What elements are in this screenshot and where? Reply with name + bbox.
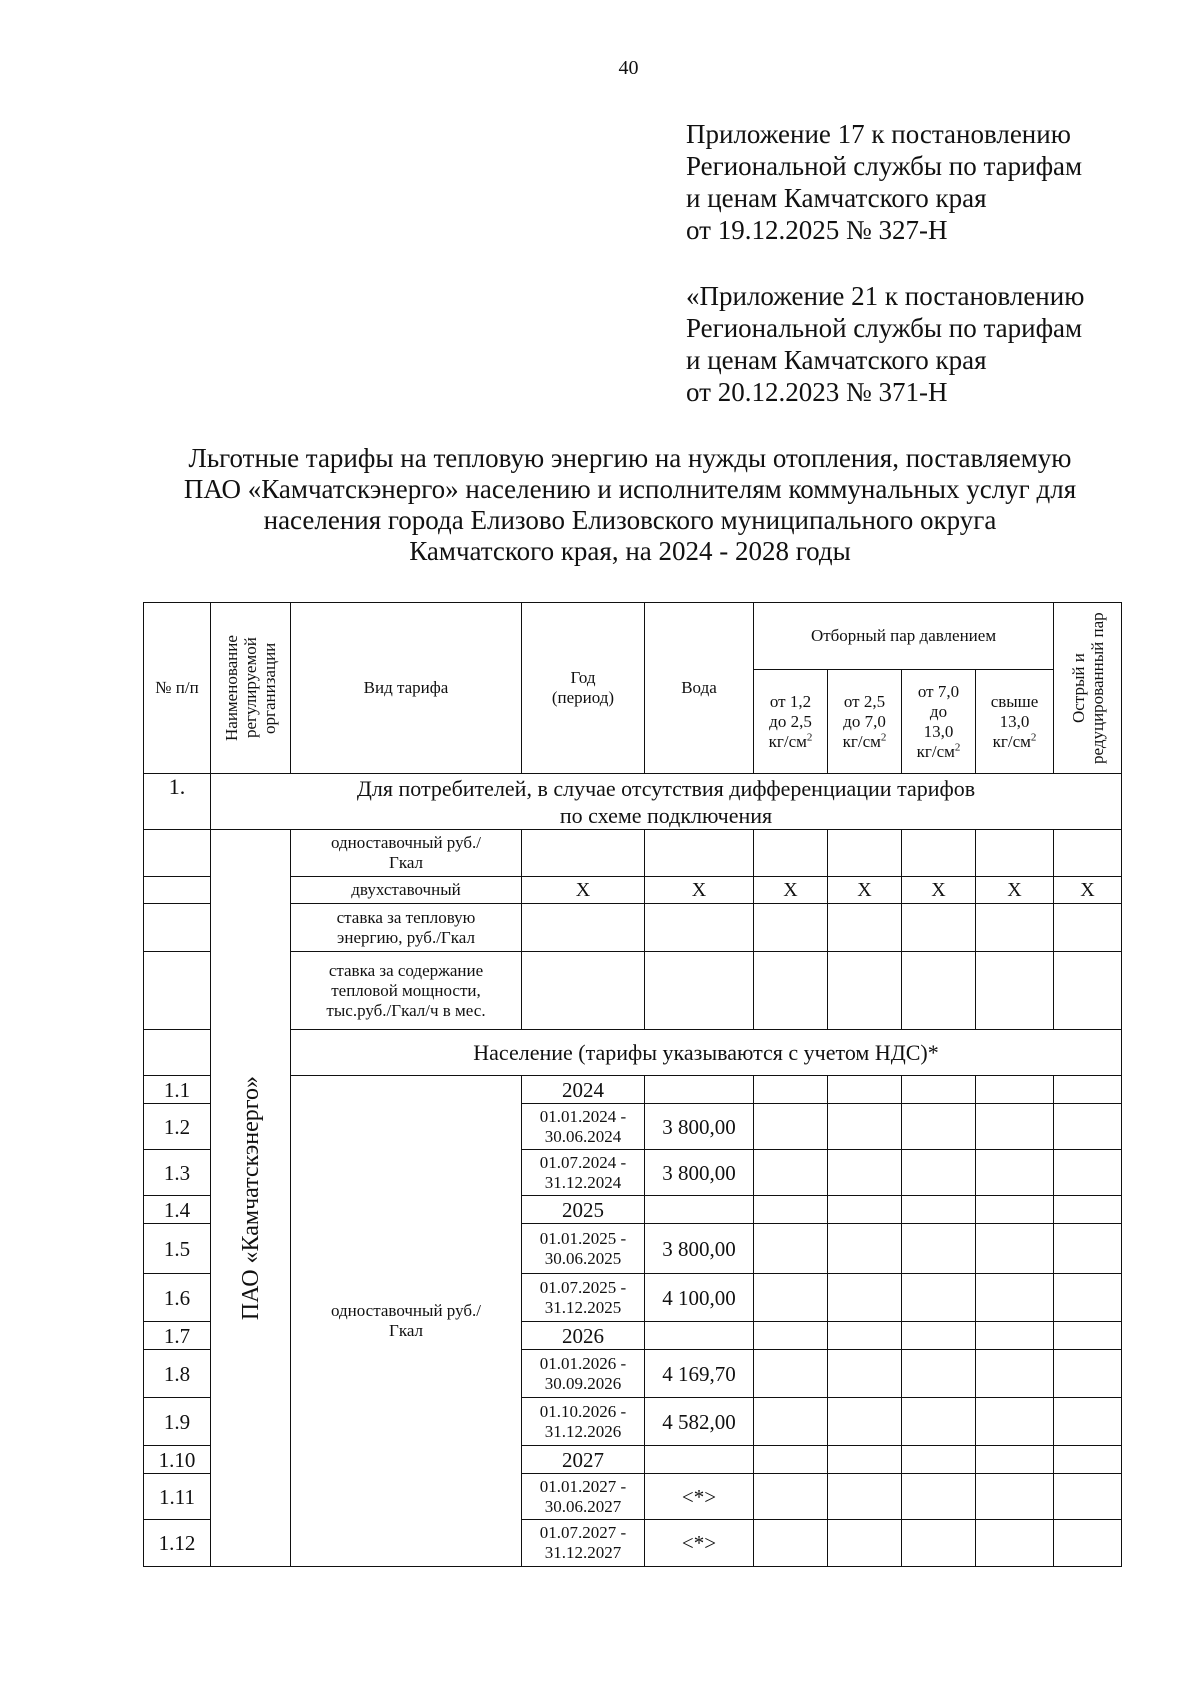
cell [1054,1076,1122,1104]
cell [828,1196,902,1224]
cell [754,904,828,952]
row-number: 1.11 [144,1474,211,1520]
cell [976,904,1054,952]
header-steam-4: свыше 13,0 $кг/см^2$ [976,670,1054,774]
cell [754,1076,828,1104]
cell [1054,1520,1122,1567]
cell [828,1076,902,1104]
cell [828,1322,902,1350]
cell [1054,952,1122,1030]
period-range: 01.01.2026 - 30.09.2026 [522,1350,645,1398]
water-value: <*> [645,1520,754,1567]
period-year: 2025 [522,1196,645,1224]
cell [828,1350,902,1398]
document-title [130,443,1130,567]
row-number: 1.9 [144,1398,211,1446]
row-number: 1.2 [144,1104,211,1150]
x-mark: X [754,877,828,904]
cell [1054,1322,1122,1350]
cell [976,1104,1054,1150]
cell [1054,1474,1122,1520]
cell [1054,904,1122,952]
cell [902,904,976,952]
header-water: Вода [645,603,754,774]
cell [828,904,902,952]
cell [754,1446,828,1474]
header-year: Год (период) [522,603,645,774]
header-steam-group: Отборный пар давлением [754,603,1054,670]
cell [754,1196,828,1224]
cell [902,1398,976,1446]
section-number: 1. [144,774,211,830]
cell [902,1520,976,1567]
cell [976,1322,1054,1350]
period-year: 2024 [522,1076,645,1104]
header-steam-3: от 7,0 до 13,0 $кг/см^2$ [902,670,976,774]
appendix-line: Региональной службы по тарифам [686,151,1083,181]
cell [754,1274,828,1322]
organization-name: ПАО «Камчатскэнерго» [211,830,291,1567]
page-number: 40 [618,57,639,79]
header-organization: Наименование регулируемой организации [211,603,291,774]
cell [1054,1398,1122,1446]
cell [1054,1446,1122,1474]
x-mark: X [828,877,902,904]
cell [976,1150,1054,1196]
cell [976,1196,1054,1224]
x-mark: X [902,877,976,904]
cell [645,904,754,952]
cell [902,1350,976,1398]
cell [754,1350,828,1398]
appendix-line: Региональной службы по тарифам [686,313,1083,343]
header-ostry-par: Острый и редуцированный пар [1054,603,1122,774]
period-range: 01.01.2027 - 30.06.2027 [522,1474,645,1520]
appendix-line: «Приложение 21 к постановлению [686,281,1085,311]
cell [1054,1350,1122,1398]
row-number: 1.12 [144,1520,211,1567]
appendix-line: и ценам Камчатского края [686,345,987,375]
title-line: ПАО «Камчатскэнерго» населению и исполнителям коммунальных услуг для [183,474,1077,504]
tariff-single-rate: одноставочный руб./Гкал [291,830,522,877]
header-steam-2: от 2,5 до 7,0 $кг/см^2$ [828,670,902,774]
water-value: 4 582,00 [645,1398,754,1446]
period-range: 01.07.2024 - 31.12.2024 [522,1150,645,1196]
row-number: 1.8 [144,1350,211,1398]
row-num-empty [144,830,211,877]
row-number: 1.4 [144,1196,211,1224]
cell [522,904,645,952]
x-mark: X [1054,877,1122,904]
water-value: 4 100,00 [645,1274,754,1322]
header-tariff-type: Вид тарифа [291,603,522,774]
cell [522,830,645,877]
population-header: Население (тарифы указываются с учетом НДС)* [291,1030,1122,1076]
cell [1054,1224,1122,1274]
water-value: 3 800,00 [645,1224,754,1274]
cell [902,952,976,1030]
cell [828,1474,902,1520]
cell [828,1520,902,1567]
cell [902,1446,976,1474]
cell [828,952,902,1030]
cell [902,1224,976,1274]
cell [1054,1274,1122,1322]
water-value: 4 169,70 [645,1350,754,1398]
cell [976,1474,1054,1520]
tariff-capacity-rate: ставка за содержание тепловой мощности, тыс.руб./Гкал/ч в мес. [291,952,522,1030]
title-line: населения города Елизово Елизовского муниципального округа [263,505,997,535]
water-value [645,1076,754,1104]
water-value [645,1322,754,1350]
cell [645,830,754,877]
cell [828,1398,902,1446]
water-value [645,1196,754,1224]
row-num-empty [144,904,211,952]
period-range: 01.01.2025 - 30.06.2025 [522,1224,645,1274]
x-mark: X [645,877,754,904]
cell [1054,830,1122,877]
period-year: 2027 [522,1446,645,1474]
cell [902,1150,976,1196]
cell [902,1076,976,1104]
cell [754,1150,828,1196]
cell [976,1520,1054,1567]
cell [902,1474,976,1520]
cell [976,1398,1054,1446]
row-number: 1.6 [144,1274,211,1322]
cell [902,830,976,877]
cell [902,1322,976,1350]
appendix-header-current [686,118,1082,246]
cell [645,952,754,1030]
cell [828,1446,902,1474]
tariff-table [143,602,1122,1567]
row-num-empty [144,1030,211,1076]
cell [902,1104,976,1150]
cell [976,1446,1054,1474]
cell [976,1350,1054,1398]
cell [976,952,1054,1030]
cell [754,952,828,1030]
section-title: Для потребителей, в случае отсутствия дифференциации тарифов по схеме подключения [211,774,1122,830]
period-range: 01.01.2024 - 30.06.2024 [522,1104,645,1150]
cell [754,1322,828,1350]
row-number: 1.7 [144,1322,211,1350]
period-year: 2026 [522,1322,645,1350]
cell [828,830,902,877]
row-num-empty [144,952,211,1030]
appendix-line: и ценам Камчатского края [686,183,987,213]
cell [902,1274,976,1322]
water-value: 3 800,00 [645,1104,754,1150]
cell [754,1474,828,1520]
cell [1054,1104,1122,1150]
header-steam-1: от 1,2 до 2,5 $кг/см^2$ [754,670,828,774]
row-number: 1.5 [144,1224,211,1274]
tariff-two-rate: двухставочный [291,877,522,904]
water-value [645,1446,754,1474]
cell [828,1104,902,1150]
cell [976,830,1054,877]
cell [754,1520,828,1567]
cell [1054,1150,1122,1196]
population-tariff-type: одноставочный руб./Гкал [291,1076,522,1567]
cell [1054,1196,1122,1224]
cell [754,1104,828,1150]
cell [828,1274,902,1322]
cell [902,1196,976,1224]
cell [828,1224,902,1274]
cell [828,1150,902,1196]
cell [976,1224,1054,1274]
title-line: Льготные тарифы на тепловую энергию на нужды отопления, поставляемую [188,443,1072,473]
cell [754,1398,828,1446]
row-num-empty [144,877,211,904]
appendix-line: от 20.12.2023 № 371-Н [686,377,948,407]
tariff-energy-rate: ставка за тепловую энергию, руб./Гкал [291,904,522,952]
period-range: 01.07.2025 - 31.12.2025 [522,1274,645,1322]
cell [976,1076,1054,1104]
x-mark: X [522,877,645,904]
cell [754,830,828,877]
row-number: 1.10 [144,1446,211,1474]
appendix-line: Приложение 17 к постановлению [686,119,1071,149]
row-number: 1.1 [144,1076,211,1104]
appendix-line: от 19.12.2025 № 327-Н [686,215,948,245]
water-value: 3 800,00 [645,1150,754,1196]
row-number: 1.3 [144,1150,211,1196]
cell [754,1224,828,1274]
title-line: Камчатского края, на 2024 - 2028 годы [409,536,851,566]
cell [522,952,645,1030]
water-value: <*> [645,1474,754,1520]
appendix-header-original [686,280,1084,408]
period-range: 01.07.2027 - 31.12.2027 [522,1520,645,1567]
header-num: № п/п [144,603,211,774]
period-range: 01.10.2026 - 31.12.2026 [522,1398,645,1446]
x-mark: X [976,877,1054,904]
cell [976,1274,1054,1322]
